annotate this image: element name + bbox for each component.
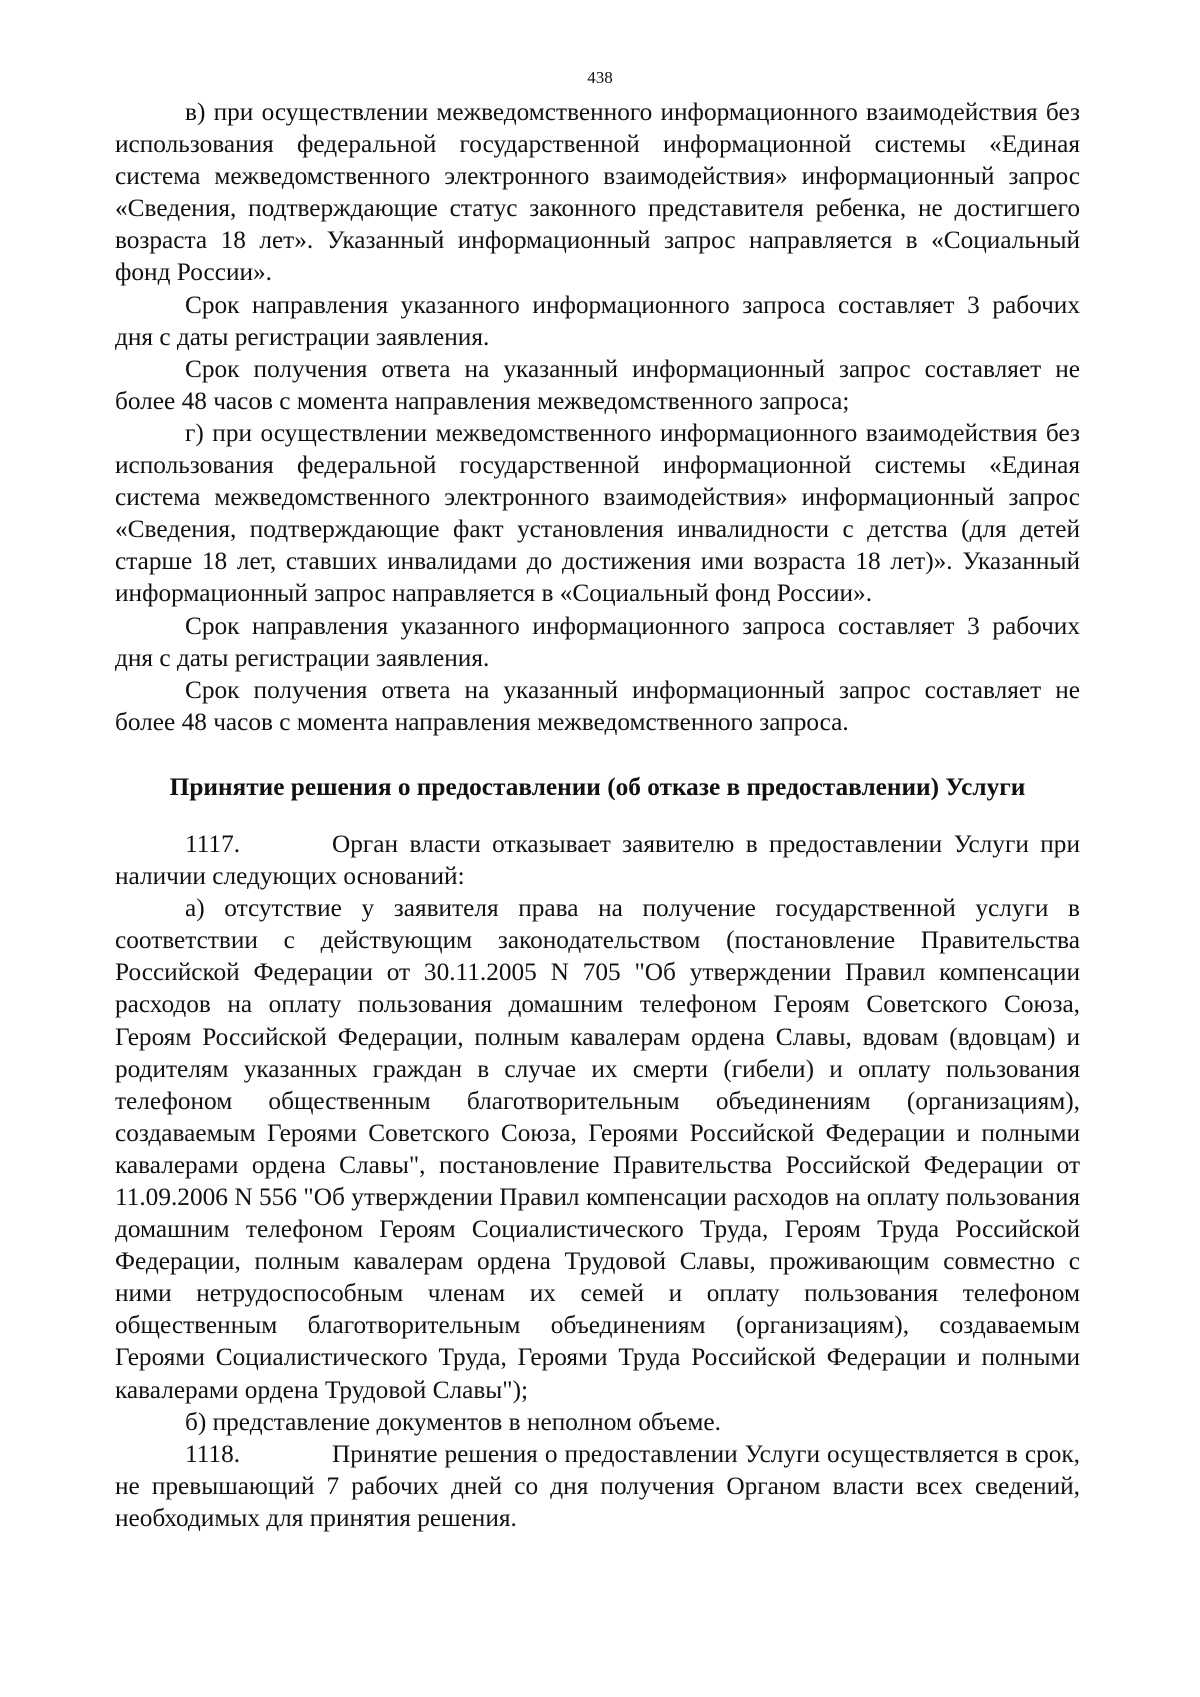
subitem-a: а) отсутствие у заявителя права на получение государственной услуги в соответствии с действующим законодательством (постановление Правительства Российской Федерации от 30.11.2005 N 705 "Об утверждении Правил компенсации расходов на оплату пользования домашним телефоном Героям Советского Союза, Героям Российской Федерации, полным кавалерам ордена Славы, вдовам (вдовцам) и родителям указанных граждан в случае их смерти (гибели) и оплату пользования телефоном общественным благотворительным объединениям (организациям), создаваемым Героями Советского Союза, Героями Российской Федерации и полными кавалерами ордена Славы", постановление Правительства Российской Федерации от 11.09.2006 N 556 "Об утверждении Правил компенсации расходов на оплату пользования домашним телефоном Героям Социалистического Труда, Героям Труда Российской Федерации, полным кавалерам ордена Трудовой Славы, проживающим совместно с ними нетрудоспособным членам их семей и оплату пользования телефоном общественным благотворительным объединениям (организациям), создаваемым Героями Социалистического Труда, Героями Труда Российской Федерации и полными кавалерами ордена Трудовой Славы"); [115, 894, 1080, 1404]
paragraph-request-deadline-2: Срок направления указанного информационного запроса составляет 3 рабочих дня с даты регистрации заявления. [115, 611, 1080, 672]
paragraph-request-deadline: Срок направления указанного информационного запроса составляет 3 рабочих дня с даты регистрации заявления. [115, 290, 1080, 351]
paragraph-response-deadline: Срок получения ответа на указанный информационный запрос составляет не более 48 часов с момента направления межведомственного запроса; [115, 354, 1080, 415]
document-body [115, 96, 1080, 1534]
item-1117 [115, 828, 1080, 892]
item-1117-number: 1117. [185, 829, 241, 858]
paragraph-v-request: в) при осуществлении межведомственного информационного взаимодействия без использования федеральной государственной информационной системы «Единая система межведомственного электронного взаимодействия» информационный запрос «Сведения, подтверждающие статус законного представителя ребенка, не достигшего возраста 18 лет». Указанный информационный запрос направляется в «Социальный фонд России». [115, 98, 1080, 287]
item-1118 [115, 1438, 1080, 1534]
subitem-b: б) представление документов в неполном объеме. [185, 1407, 721, 1436]
section-heading: Принятие решения о предоставлении (об отказе в предоставлении) Услуги [169, 772, 1026, 801]
paragraph-g-request: г) при осуществлении межведомственного информационного взаимодействия без использования федеральной государственной информационной системы «Единая система межведомственного электронного взаимодействия» информационный запрос «Сведения, подтверждающие факт установления инвалидности с детства (для детей старше 18 лет, ставших инвалидами до достижения ими возраста 18 лет)». Указанный информационный запрос направляется в «Социальный фонд России». [115, 418, 1080, 608]
paragraph-response-deadline-2: Срок получения ответа на указанный информационный запрос составляет не более 48 часов с момента направления межведомственного запроса. [115, 675, 1080, 736]
page-number: 438 [587, 68, 613, 87]
item-1118-number: 1118. [185, 1439, 241, 1468]
item-1118-text: Принятие решения о предоставлении Услуги осуществляется в срок, не превышающий 7 рабочих дней со дня получения Органом власти всех сведений, необходимых для принятия решения. [115, 1439, 1080, 1532]
item-1117-text: Орган власти отказывает заявителю в предоставлении Услуги при наличии следующих оснований: [115, 829, 1080, 891]
